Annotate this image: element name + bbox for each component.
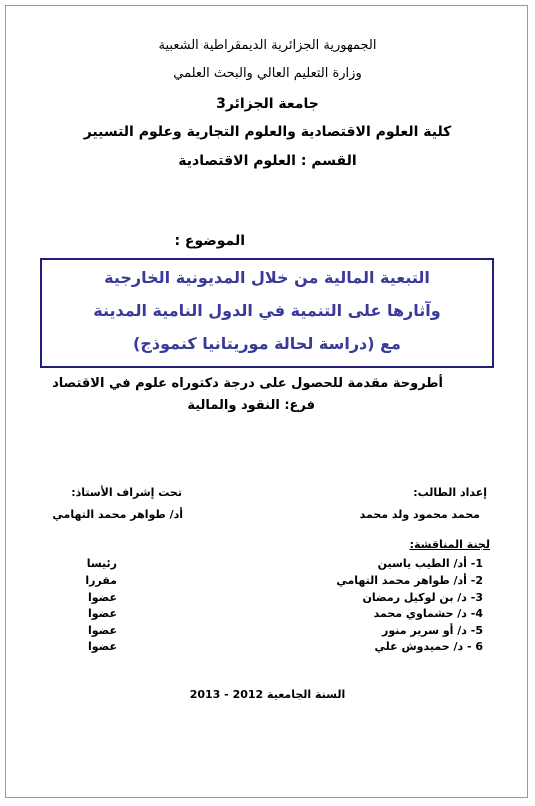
republic-name: الجمهورية الجزائرية الديمقراطية الشعبية [158, 38, 377, 53]
subject-label: الموضوع : [174, 233, 245, 249]
committee-member-name: 2- أد/ طواهر محمد التهامي [336, 574, 483, 587]
thesis-purpose: أطروحة مقدمة للحصول على درجة دكتوراه علوم في الاقتصاد [52, 376, 443, 391]
committee-member-name: 4- د/ حشماوي محمد [373, 607, 483, 620]
thesis-branch: فرع: النقود والمالية [187, 398, 315, 413]
supervisor-label: تحت إشراف الأستاذ: [71, 486, 182, 499]
thesis-title-line-1: التبعية المالية من خلال المديونية الخارجية [104, 268, 430, 287]
committee-member-role: رئيسا [86, 557, 117, 570]
committee-member-name: 3- د/ بن لوكيل رمضان [362, 591, 483, 604]
committee-member-role: عضوا [87, 591, 117, 604]
student-label: إعداد الطالب: [413, 486, 487, 499]
committee-member-name: 5- د/ أو سرير منور [382, 624, 483, 637]
university-name: جامعة الجزائر3 [216, 96, 319, 112]
committee-member-role: عضوا [87, 624, 117, 637]
committee-member-role: عضوا [87, 607, 117, 620]
ministry-name: وزارة التعليم العالي والبحث العلمي [173, 66, 362, 81]
faculty-name: كلية العلوم الاقتصادية والعلوم التجارية وعلوم التسيير [83, 124, 452, 140]
committee-label: لجنة المناقشة: [409, 538, 490, 551]
committee-member-role: عضوا [87, 640, 117, 653]
committee-member-name: 6 - د/ حميدوش علي [374, 640, 483, 653]
thesis-title-box [40, 258, 494, 368]
thesis-title-line-2: وآثارها على التنمية في الدول النامية المدينة [93, 301, 441, 320]
committee-member-role: مقررا [85, 574, 117, 587]
committee-member-name: 1- أد/ الطيب ياسين [377, 557, 483, 570]
academic-year: السنة الجامعية 2012 - 2013 [189, 688, 346, 701]
thesis-title-line-3: مع (دراسة لحالة موريتانيا كنموذج) [133, 334, 401, 353]
supervisor-name: أد/ طواهر محمد التهامي [52, 508, 183, 521]
student-name: محمد محمود ولد محمد [359, 508, 480, 521]
department-name: القسم : العلوم الاقتصادية [178, 153, 357, 169]
